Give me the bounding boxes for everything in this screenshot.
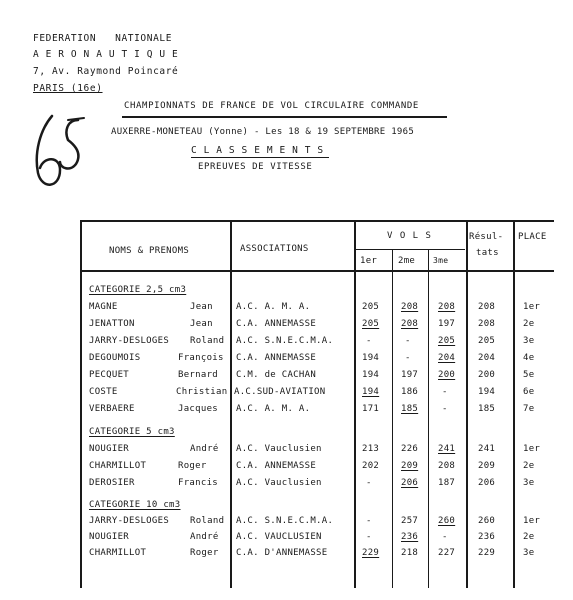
header-vol-3: 3me	[433, 256, 449, 265]
row-vol-1: 194	[362, 387, 380, 397]
header-names: NOMS & PRENOMS	[109, 246, 190, 256]
row-vol-1: 213	[362, 444, 380, 454]
row-vol-3: 208	[438, 461, 456, 471]
org-name: FEDERATION NATIONALE	[33, 33, 173, 44]
row-nom: NOUGIER	[89, 532, 130, 542]
row-nom: JARRY-DESLOGES	[89, 336, 170, 346]
row-prenom: Roger	[178, 461, 207, 471]
row-assoc: A.C. VAUCLUSIEN	[236, 532, 322, 542]
row-place: 3e	[523, 478, 535, 488]
row-result: 236	[478, 532, 496, 542]
category-heading: CATEGORIE 10 cm3	[89, 500, 181, 510]
row-prenom: André	[190, 444, 219, 454]
row-result: 194	[478, 387, 496, 397]
row-place: 2e	[523, 319, 535, 329]
row-prenom: Francis	[178, 478, 219, 488]
row-nom: VERBAERE	[89, 404, 135, 414]
row-vol-1: -	[366, 516, 372, 526]
org-address: 7, Av. Raymond Poincaré	[33, 66, 179, 77]
row-vol-3: 205	[438, 336, 456, 346]
row-vol-1: 205	[362, 302, 380, 312]
row-place: 5e	[523, 370, 535, 380]
row-prenom: Roger	[190, 548, 219, 558]
header-vol-1: 1er	[360, 256, 378, 266]
col-divider-v3	[428, 249, 429, 588]
row-assoc: A.C. A. M. A.	[236, 302, 311, 312]
row-result: 241	[478, 444, 496, 454]
row-prenom: François	[178, 353, 224, 363]
row-nom: JARRY-DESLOGES	[89, 516, 170, 526]
row-place: 2e	[523, 532, 535, 542]
row-vol-1: -	[366, 336, 372, 346]
row-nom: JENATTON	[89, 319, 135, 329]
row-vol-3: -	[442, 404, 448, 414]
row-place: 4e	[523, 353, 535, 363]
row-result: 208	[478, 319, 496, 329]
row-vol-1: 194	[362, 353, 380, 363]
row-nom: CHARMILLOT	[89, 461, 147, 471]
row-assoc: A.C.SUD-AVIATION	[234, 387, 326, 397]
row-place: 1er	[523, 444, 541, 454]
row-vol-2: 208	[401, 319, 419, 329]
org-subtitle: A E R O N A U T I Q U E	[33, 49, 179, 60]
row-result: 229	[478, 548, 496, 558]
row-vol-1: -	[366, 532, 372, 542]
row-vol-2: -	[405, 336, 411, 346]
row-nom: COSTE	[89, 387, 118, 397]
row-vol-1: 205	[362, 319, 380, 329]
row-vol-3: -	[442, 387, 448, 397]
header-place: PLACE	[518, 232, 547, 242]
row-vol-2: 226	[401, 444, 419, 454]
row-vol-3: -	[442, 532, 448, 542]
row-place: 1er	[523, 302, 541, 312]
row-result: 185	[478, 404, 496, 414]
row-vol-3: 197	[438, 319, 456, 329]
row-place: 1er	[523, 516, 541, 526]
row-assoc: C.A. D'ANNEMASSE	[236, 548, 328, 558]
row-vol-2: 186	[401, 387, 419, 397]
col-divider-result	[466, 220, 468, 588]
row-nom: PECQUET	[89, 370, 130, 380]
row-assoc: A.C. Vauclusien	[236, 444, 322, 454]
row-vol-2: 257	[401, 516, 419, 526]
row-vol-1: 229	[362, 548, 380, 558]
row-vol-2: 185	[401, 404, 419, 414]
row-vol-2: 208	[401, 302, 419, 312]
row-nom: MAGNE	[89, 302, 118, 312]
col-divider-assoc	[230, 220, 232, 588]
row-vol-1: 202	[362, 461, 380, 471]
epreuves-heading: EPREUVES DE VITESSE	[198, 162, 313, 172]
row-assoc: C.A. ANNEMASSE	[236, 319, 317, 329]
row-result: 209	[478, 461, 496, 471]
row-place: 3e	[523, 548, 535, 558]
vols-subheader-rule	[355, 249, 465, 250]
org-city: PARIS (16e)	[33, 83, 103, 94]
title-rule	[122, 116, 447, 118]
row-vol-3: 187	[438, 478, 456, 488]
row-assoc: C.A. ANNEMASSE	[236, 353, 317, 363]
row-result: 208	[478, 302, 496, 312]
col-divider-vols	[354, 220, 356, 588]
table-top-border	[80, 220, 554, 222]
row-vol-2: 236	[401, 532, 419, 542]
header-vol-2: 2me	[398, 256, 416, 266]
row-prenom: Jacques	[178, 404, 219, 414]
classements-heading: C L A S S E M E N T S	[191, 145, 324, 156]
row-vol-2: 209	[401, 461, 419, 471]
classements-rule	[191, 157, 329, 158]
row-prenom: Bernard	[178, 370, 219, 380]
row-vol-1: 194	[362, 370, 380, 380]
row-vol-3: 260	[438, 516, 456, 526]
row-vol-2: 206	[401, 478, 419, 488]
row-place: 2e	[523, 461, 535, 471]
row-vol-3: 200	[438, 370, 456, 380]
row-result: 204	[478, 353, 496, 363]
row-prenom: Christian	[176, 387, 228, 397]
row-assoc: A.C. Vauclusien	[236, 478, 322, 488]
row-assoc: A.C. S.N.E.C.M.A.	[236, 516, 334, 526]
header-associations: ASSOCIATIONS	[240, 244, 309, 254]
category-heading: CATEGORIE 2,5 cm3	[89, 285, 187, 295]
row-result: 205	[478, 336, 496, 346]
location-date: AUXERRE-MONETEAU (Yonne) - Les 18 & 19 SEPTEMBRE 1965	[111, 127, 415, 137]
row-prenom: Roland	[190, 336, 225, 346]
championship-title: CHAMPIONNATS DE FRANCE DE VOL CIRCULAIRE COMMANDE	[124, 101, 419, 111]
row-result: 206	[478, 478, 496, 488]
row-place: 7e	[523, 404, 535, 414]
row-prenom: Jean	[190, 302, 213, 312]
category-heading: CATEGORIE 5 cm3	[89, 427, 175, 437]
col-divider-place	[513, 220, 515, 588]
row-result: 260	[478, 516, 496, 526]
row-place: 3e	[523, 336, 535, 346]
header-result-1: Résul-	[469, 232, 504, 242]
row-assoc: C.A. ANNEMASSE	[236, 461, 317, 471]
row-vol-3: 227	[438, 548, 456, 558]
row-vol-2: 218	[401, 548, 419, 558]
table-header-border	[80, 270, 554, 272]
row-vol-1: -	[366, 478, 372, 488]
row-vol-2: 197	[401, 370, 419, 380]
row-nom: NOUGIER	[89, 444, 130, 454]
col-divider-v2	[392, 249, 393, 588]
table-left-border	[80, 220, 82, 588]
row-nom: DEGOUMOIS	[89, 353, 141, 363]
header-vols: V O L S	[387, 231, 432, 241]
row-vol-3: 241	[438, 444, 456, 454]
row-assoc: A.C. A. M. A.	[236, 404, 311, 414]
row-vol-3: 208	[438, 302, 456, 312]
row-nom: DEROSIER	[89, 478, 135, 488]
row-assoc: C.M. de CACHAN	[236, 370, 317, 380]
handwritten-65-mark	[30, 108, 90, 198]
row-vol-1: 171	[362, 404, 380, 414]
row-result: 200	[478, 370, 496, 380]
row-prenom: André	[190, 532, 219, 542]
row-nom: CHARMILLOT	[89, 548, 147, 558]
row-vol-2: -	[405, 353, 411, 363]
row-prenom: Roland	[190, 516, 225, 526]
header-result-2: tats	[476, 248, 499, 258]
row-prenom: Jean	[190, 319, 213, 329]
row-assoc: A.C. S.N.E.C.M.A.	[236, 336, 334, 346]
row-place: 6e	[523, 387, 535, 397]
row-vol-3: 204	[438, 353, 456, 363]
